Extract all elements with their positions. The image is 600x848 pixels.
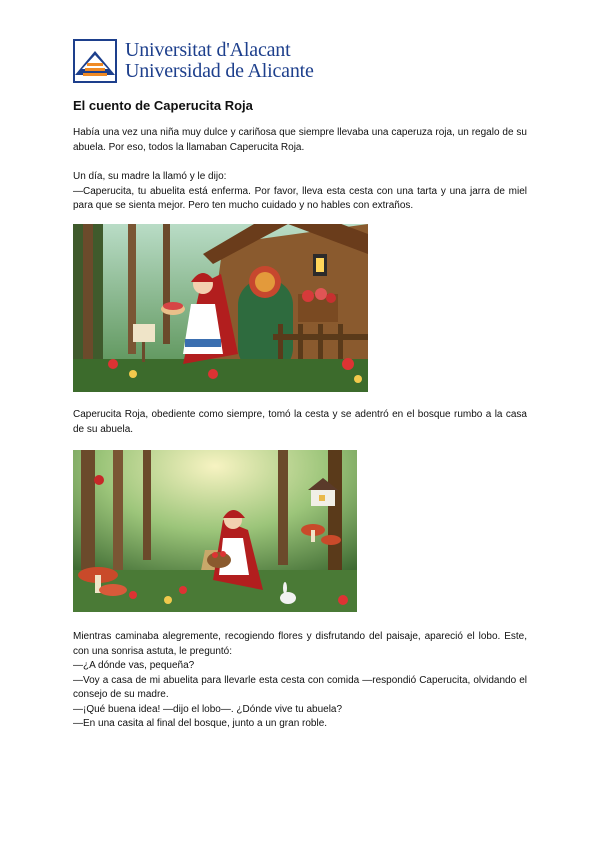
dialogue-line: —¡Qué buena idea! —dijo el lobo—. ¿Dónde vive tu abuela? (73, 703, 343, 715)
paragraph-intro (73, 126, 527, 155)
dialogue-line: —¿A dónde vas, pequeña? (73, 660, 195, 671)
paragraph-line: Mientras caminaba alegremente, recogiendo flores y disfrutando del paisaje, apareció el lobo. Este, con una sonrisa astuta, le preguntó: (73, 631, 527, 657)
red-riding-hood-at-cottage-illustration (73, 224, 368, 392)
paragraph-text: Había una vez una niña muy dulce y cariñosa que siempre llevaba una caperuza roja, un regalo de su abuela. Por eso, todos la llamaban Caperucita Roja. (73, 127, 527, 153)
paragraph-text: Caperucita Roja, obediente como siempre, tomó la cesta y se adentró en el bosque rumbo a la casa de su abuela. (73, 409, 527, 435)
paragraph-journey (73, 408, 527, 437)
paragraph-wolf-encounter (73, 630, 527, 732)
paragraph-line: Un día, su madre la llamó y le dijo: (73, 171, 227, 182)
university-logo-icon (73, 39, 117, 83)
dialogue-line: —Voy a casa de mi abuelita para llevarle esta cesta con comida —respondió Caperucita, olvidando el consejo de su madre. (73, 674, 527, 700)
paragraph-mother (73, 170, 527, 214)
document-title: El cuento de Caperucita Roja (73, 98, 253, 113)
red-riding-hood-in-forest-illustration (73, 450, 357, 612)
dialogue-line: —En una casita al final del bosque, junto a un gran roble. (73, 718, 328, 729)
university-name (125, 40, 314, 82)
university-name-line2: Universidad de Alicante (125, 60, 314, 82)
university-name-line1: Universitat d'Alacant (125, 39, 291, 61)
university-header (73, 36, 314, 86)
dialogue-line: —Caperucita, tu abuelita está enferma. Por favor, lleva esta cesta con una tarta y una jarra de miel para que se sienta mejor. Pero ten mucho cuidado y no hables con extraños. (73, 185, 527, 211)
